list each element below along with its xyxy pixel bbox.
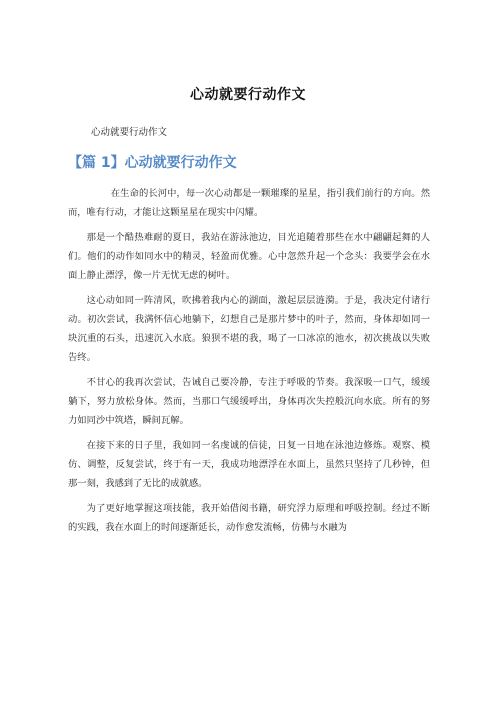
paragraph: 在接下来的日子里，我如同一名虔诚的信徒，日复一日地在泳池边修炼。观察、模仿、调整，反复尝试，终于有一天，我成功地漂浮在水面上，虽然只坚持了几秒钟，但那一刻，我感到了无比的成就感。 bbox=[68, 440, 430, 489]
document-title: 心动就要行动作文 bbox=[190, 87, 306, 103]
paragraph: 那是一个酷热难耐的夏日，我站在游泳池边，目光追随着那些在水中翩翩起舞的人们。他们的动作如同水中的精灵，轻盈而优雅。心中忽然升起一个念头：我要学会在水面上静止漂浮，像一片无忧无虑的树叶。 bbox=[68, 232, 430, 281]
document-subtitle: 心动就要行动作文 bbox=[91, 127, 168, 138]
paragraph: 不甘心的我再次尝试，告诫自己要冷静，专注于呼吸的节奏。我深吸一口气，缓缓躺下，努力放松身体。然而，当那口气缓缓呼出，身体再次失控般沉向水底。所有的努力如同沙中筑塔，瞬间瓦解。 bbox=[68, 377, 430, 426]
paragraph: 为了更好地掌握这项技能，我开始借阅书籍，研究浮力原理和呼吸控制。经过不断的实践，我在水面上的时间逐渐延长，动作愈发流畅，仿佛与水融为 bbox=[68, 503, 430, 533]
essay-body bbox=[68, 184, 430, 543]
paragraph: 在生命的长河中，每一次心动都是一颗璀璨的星星，指引我们前行的方向。然而，唯有行动，才能让这颗星星在现实中闪耀。 bbox=[68, 188, 430, 218]
section-heading: 【篇 1】心动就要行动作文 bbox=[68, 155, 237, 171]
paragraph: 这心动如同一阵清风，吹拂着我内心的湖面，激起层层涟漪。于是，我决定付诸行动。初次尝试，我满怀信心地躺下，幻想自己是那片梦中的叶子，然而，身体却如同一块沉重的石头，迅速沉入水底。狼狈不堪的我，喝了一口冰凉的池水，初次挑战以失败告终。 bbox=[68, 295, 430, 363]
